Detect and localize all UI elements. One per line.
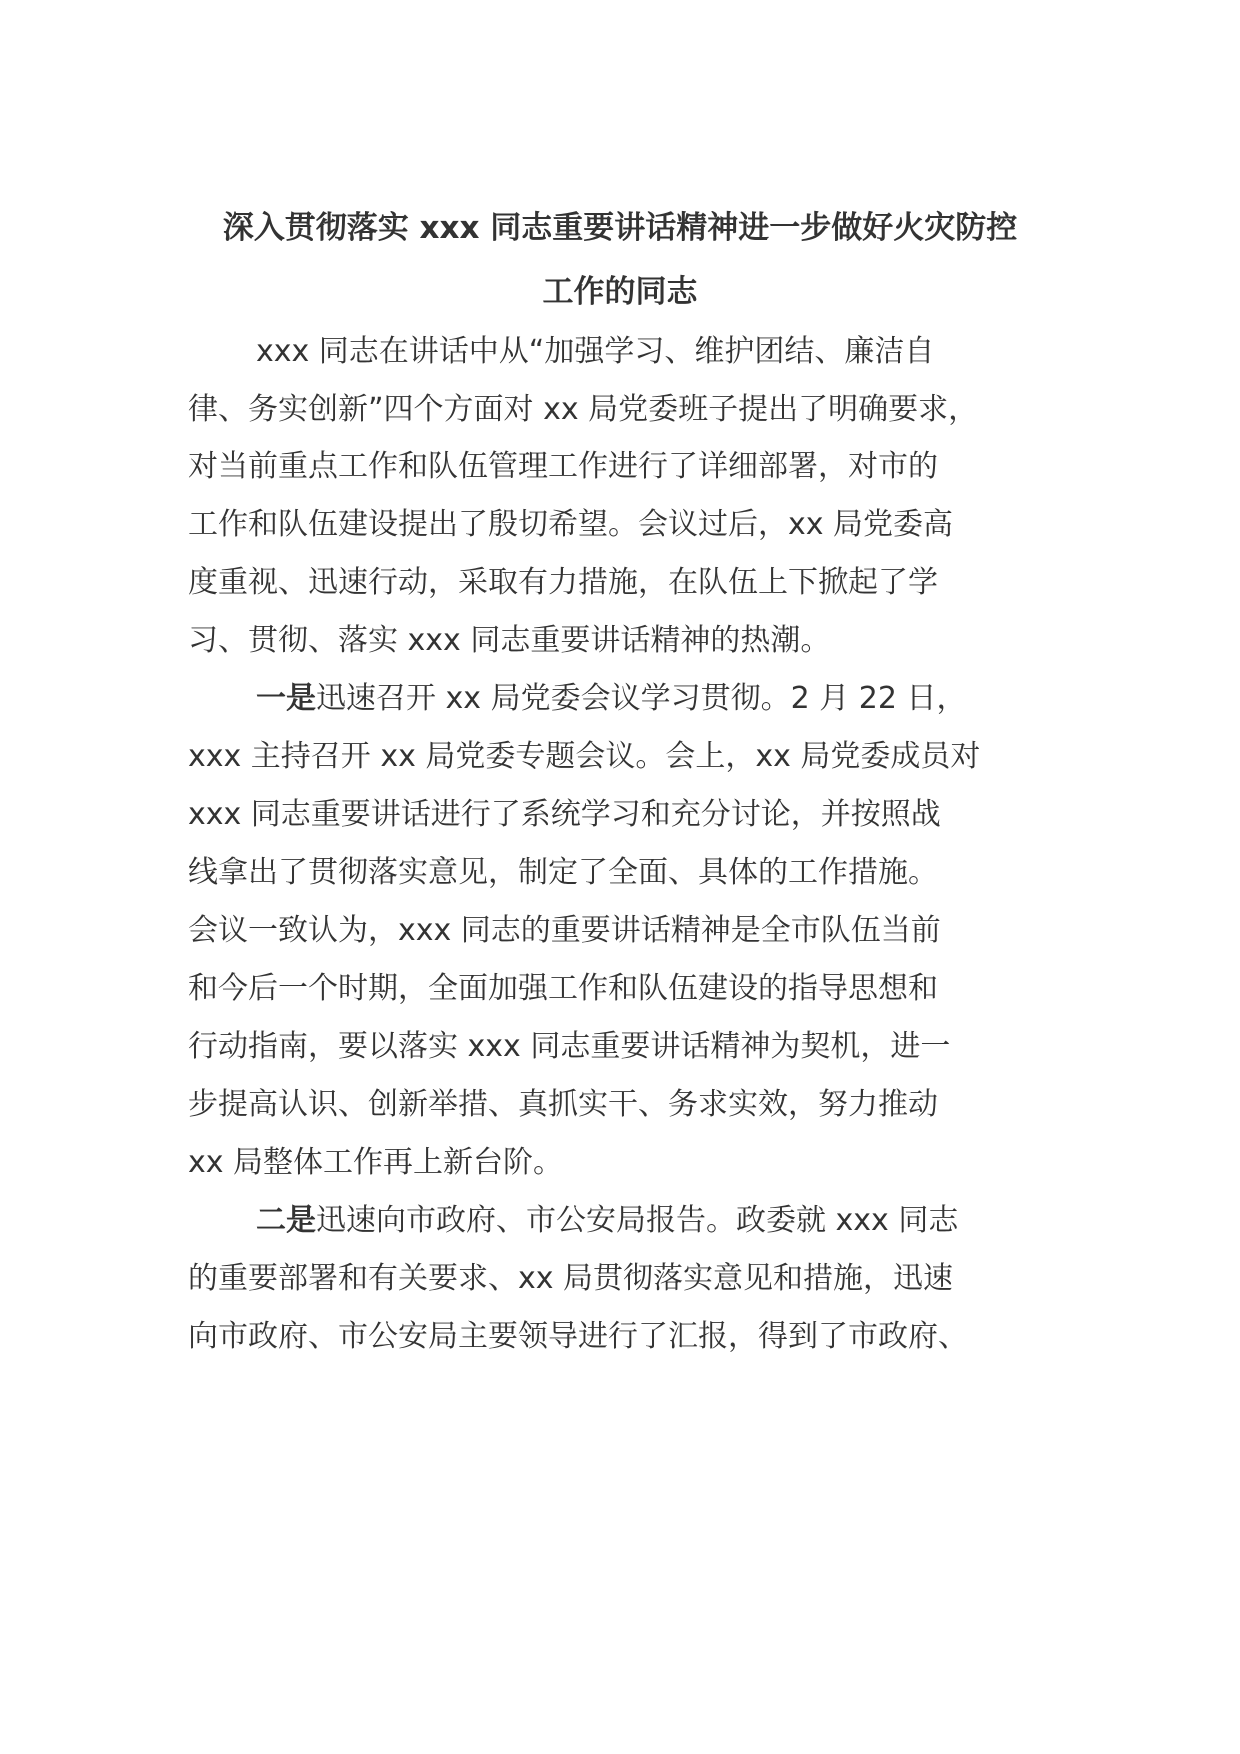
paragraph-3-line-3: 向市政府、市公安局主要领导进行了汇报，得到了市政府、 xyxy=(188,1319,968,1354)
paragraph-2-lead: 一是 xyxy=(256,681,316,716)
paragraph-2-line-7: 行动指南，要以落实 xxx 同志重要讲话精神为契机，进一 xyxy=(188,1029,951,1064)
paragraph-1-line-6: 习、贯彻、落实 xxx 同志重要讲话精神的热潮。 xyxy=(188,623,831,658)
paragraph-1-line-5: 度重视、迅速行动，采取有力措施，在队伍上下掀起了学 xyxy=(188,565,938,600)
paragraph-1-line-3: 对当前重点工作和队伍管理工作进行了详细部署，对市的 xyxy=(188,449,938,484)
paragraph-1-line-1: xxx 同志在讲话中从“加强学习、维护团结、廉洁自 xyxy=(256,334,935,369)
title-line-2: 工作的同志 xyxy=(542,274,698,310)
title-line-1: 深入贯彻落实 xxx 同志重要讲话精神进一步做好火灾防控 xyxy=(222,210,1018,246)
paragraph-3-lead: 二是 xyxy=(256,1203,316,1238)
paragraph-2-line-1-text: 迅速召开 xx 局党委会议学习贯彻。2 月 22 日， xyxy=(316,681,967,716)
paragraph-2-line-6: 和今后一个时期，全面加强工作和队伍建设的指导思想和 xyxy=(188,971,938,1006)
document-title xyxy=(150,196,1090,324)
paragraph-2-line-9: xx 局整体工作再上新台阶。 xyxy=(188,1145,564,1180)
paragraph-2-line-5: 会议一致认为，xxx 同志的重要讲话精神是全市队伍当前 xyxy=(188,913,941,948)
paragraph-3-line-1-text: 迅速向市政府、市公安局报告。政委就 xxx 同志 xyxy=(316,1203,959,1238)
paragraph-2-line-4: 线拿出了贯彻落实意见，制定了全面、具体的工作措施。 xyxy=(188,855,938,890)
paragraph-1-line-4: 工作和队伍建设提出了殷切希望。会议过后，xx 局党委高 xyxy=(188,507,954,542)
paragraph-2-line-8: 步提高认识、创新举措、真抓实干、务求实效，努力推动 xyxy=(188,1087,938,1122)
paragraph-3-line-2: 的重要部署和有关要求、xx 局贯彻落实意见和措施，迅速 xyxy=(188,1261,954,1296)
paragraph-2-line-3: xxx 同志重要讲话进行了系统学习和充分讨论，并按照战 xyxy=(188,797,941,832)
paragraph-2-line-1 xyxy=(256,679,966,719)
paragraph-2-line-2: xxx 主持召开 xx 局党委专题会议。会上，xx 局党委成员对 xyxy=(188,739,981,774)
paragraph-1-line-2: 律、务实创新”四个方面对 xx 局党委班子提出了明确要求， xyxy=(188,392,979,427)
paragraph-3-line-1 xyxy=(256,1201,958,1241)
